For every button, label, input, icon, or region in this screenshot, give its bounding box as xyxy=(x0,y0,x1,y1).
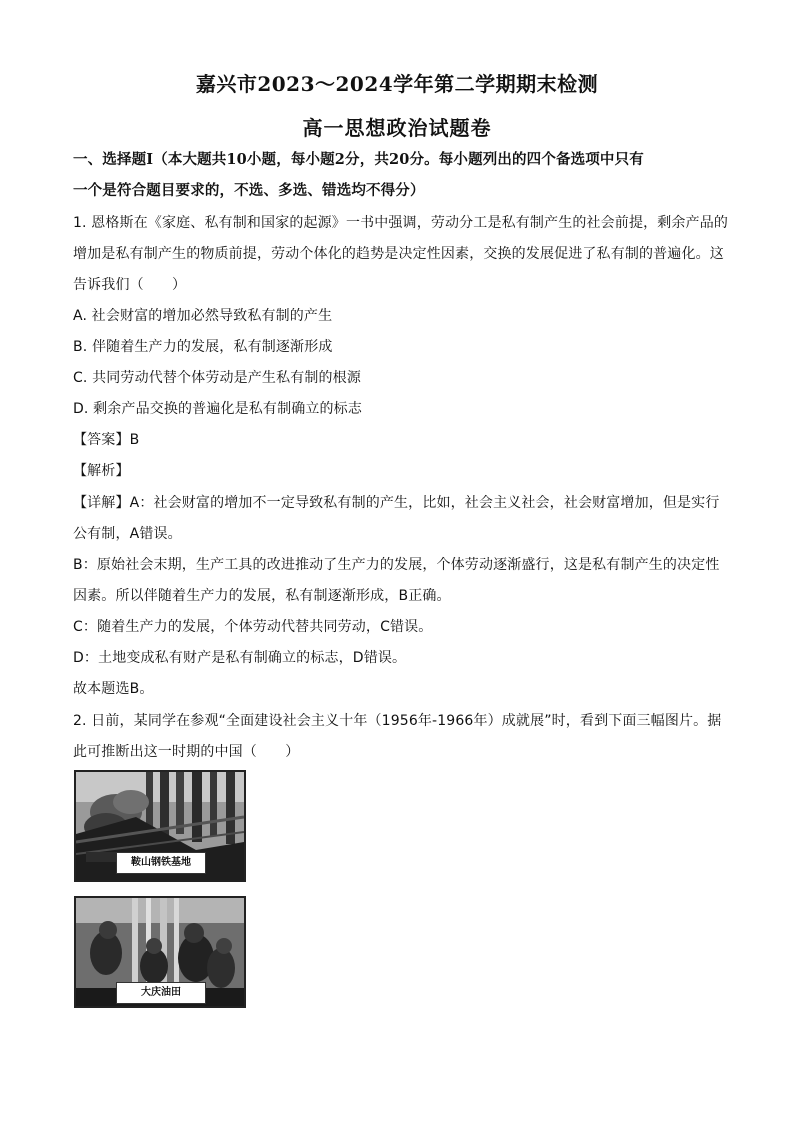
q1-answer: 【答案】B xyxy=(73,432,140,448)
page-subtitle: 高一思想政治试题卷 xyxy=(302,116,492,140)
q1-detail-line6: D：土地变成私有财产是私有制确立的标志，D错误。 xyxy=(73,650,407,666)
q1-analysis-label: 【解析】 xyxy=(73,463,130,479)
q1-detail-line5: C：随着生产力的发展，个体劳动代替共同劳动，C错误。 xyxy=(73,619,433,635)
q1-detail-line4: 因素。所以伴随着生产力的发展，私有制逐渐形成，B正确。 xyxy=(73,588,451,604)
q2-image-caption-steel: 鞍山钢铁基地 xyxy=(116,852,206,874)
q1-stem-line3: 告诉我们（ ） xyxy=(73,277,187,293)
q1-detail-line1: 【详解】A：社会财富的增加不一定导致私有制的产生，比如，社会主义社会，社会财富增加，但是实行 xyxy=(73,495,720,511)
page-title: 嘉兴市2023～2024学年第二学期期末检测 xyxy=(195,72,599,96)
section-heading-line1: 一、选择题Ⅰ（本大题共10小题，每小题2分，共20分。每小题列出的四个备选项中只有 xyxy=(73,151,644,168)
q1-option-c: C. 共同劳动代替个体劳动是产生私有制的根源 xyxy=(73,370,361,386)
q2-stem-line1: 2. 日前，某同学在参观“全面建设社会主义十年（1956年-1966年）成就展”时，看到下面三幅图片。据 xyxy=(73,713,722,729)
q2-stem-line2: 此可推断出这一时期的中国（ ） xyxy=(73,744,300,760)
q1-option-a: A. 社会财富的增加必然导致私有制的产生 xyxy=(73,308,333,324)
q1-stem-line2: 增加是私有制产生的物质前提，劳动个体化的趋势是决定性因素，交换的发展促进了私有制的普遍化。这 xyxy=(73,246,724,262)
section-heading-line2: 一个是符合题目要求的，不选、多选、错选均不得分） xyxy=(73,182,425,199)
q1-stem-line1: 1. 恩格斯在《家庭、私有制和国家的起源》一书中强调，劳动分工是私有制产生的社会前提，剩余产品的 xyxy=(73,215,729,231)
q1-detail-line2: 公有制，A错误。 xyxy=(73,526,182,542)
q1-detail-line3: B：原始社会末期，生产工具的改进推动了生产力的发展，个体劳动逐渐盛行，这是私有制产生的决定性 xyxy=(73,557,720,573)
q2-image-oil-field xyxy=(74,896,246,1008)
q2-image-steel-base xyxy=(74,770,246,882)
q1-option-d: D. 剩余产品交换的普遍化是私有制确立的标志 xyxy=(73,401,362,417)
q2-image-caption-oil: 大庆油田 xyxy=(116,982,206,1004)
q1-option-b: B. 伴随着生产力的发展，私有制逐渐形成 xyxy=(73,339,333,355)
q1-conclusion: 故本题选B。 xyxy=(73,681,154,697)
